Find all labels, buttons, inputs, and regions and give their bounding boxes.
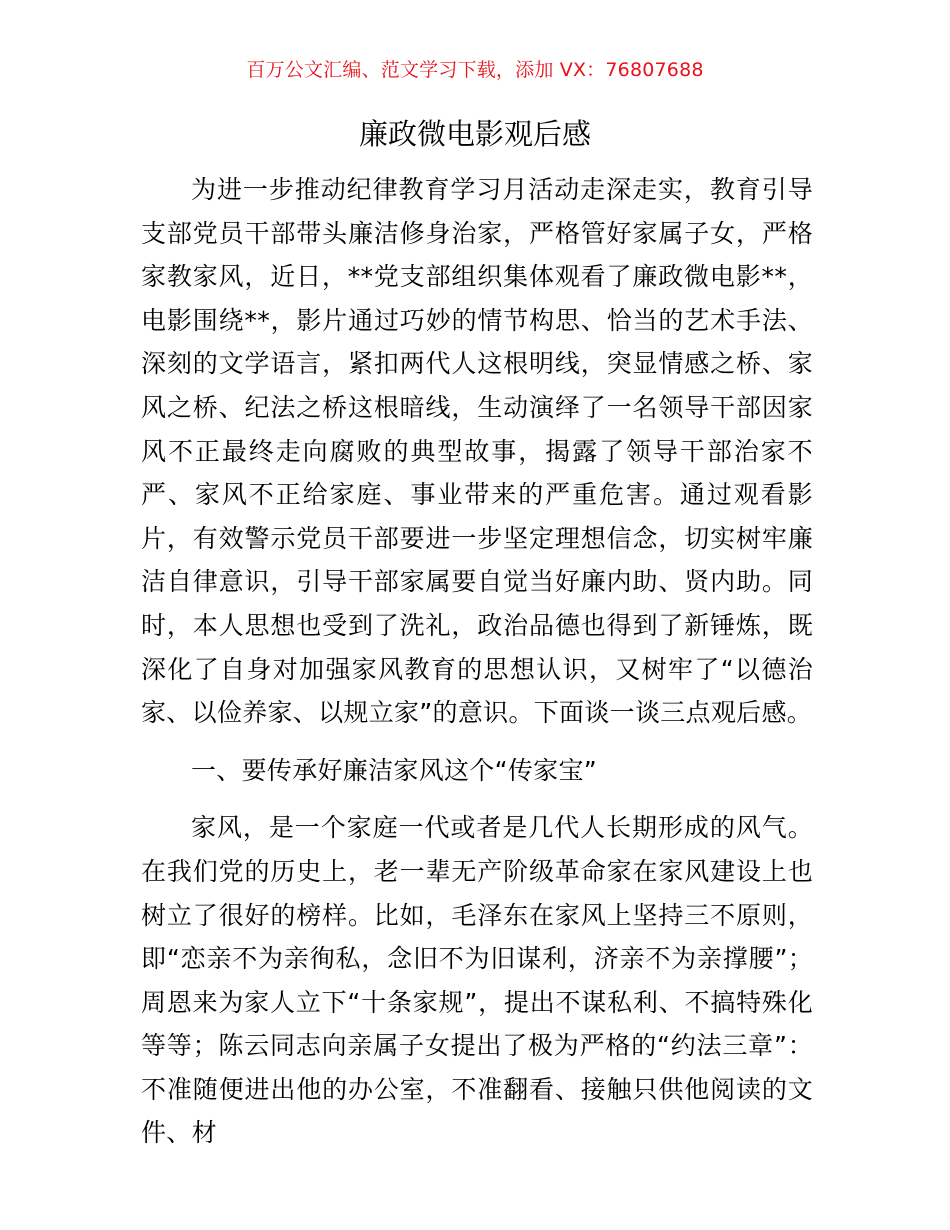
document-title: 廉政微电影观后感 [358,117,591,151]
section-heading-1: 一、要传承好廉洁家风这个“传家宝” [191,755,598,785]
paragraph-intro: 为进一步推动纪律教育学习月活动走深走实，教育引导支部党员干部带头廉洁修身治家，严格管好家属子女，严格家教家风，近日，**党支部组织集体观看了廉政微电影**，电影围绕**，影片通过巧妙的情节构思、恰当的艺术手法、深刻的文学语言，紧扣两代人这根明线，突显情感之桥、家风之桥、纪法之桥这根暗线，生动演绎了一名领导干部因家风不正最终走向腐败的典型故事，揭露了领导干部治家不严、家风不正给家庭、事业带来的严重危害。通过观看影片，有效警示党员干部要进一步坚定理想信念，切实树牢廉洁自律意识，引导干部家属要自觉当好廉内助、贤内助。同时，本人思想也受到了洗礼，政治品德也得到了新锤炼，既深化了自身对加强家风教育的思想认识，又树牢了“以德治家、以俭养家、以规立家”的意识。下面谈一谈三点观后感。 [141,175,813,728]
document-body [141,168,813,1155]
paragraph-family-style: 家风，是一个家庭一代或者是几代人长期形成的风气。在我们党的历史上，老一辈无产阶级革命家在家风建设上也树立了很好的榜样。比如，毛泽东在家风上坚持三不原则，即“恋亲不为亲徇私，念旧不为旧谋利，济亲不为亲撑腰”；周恩来为家人立下“十条家规”，提出不谋私利、不搞特殊化等等；陈云同志向亲属子女提出了极为严格的“约法三章”：不准随便进出他的办公室，不准翻看、接触只供他阅读的文件、材 [141,813,813,1148]
header-promo-note: 百万公文汇编、范文学习下载，添加 VX：76807688 [246,59,704,81]
